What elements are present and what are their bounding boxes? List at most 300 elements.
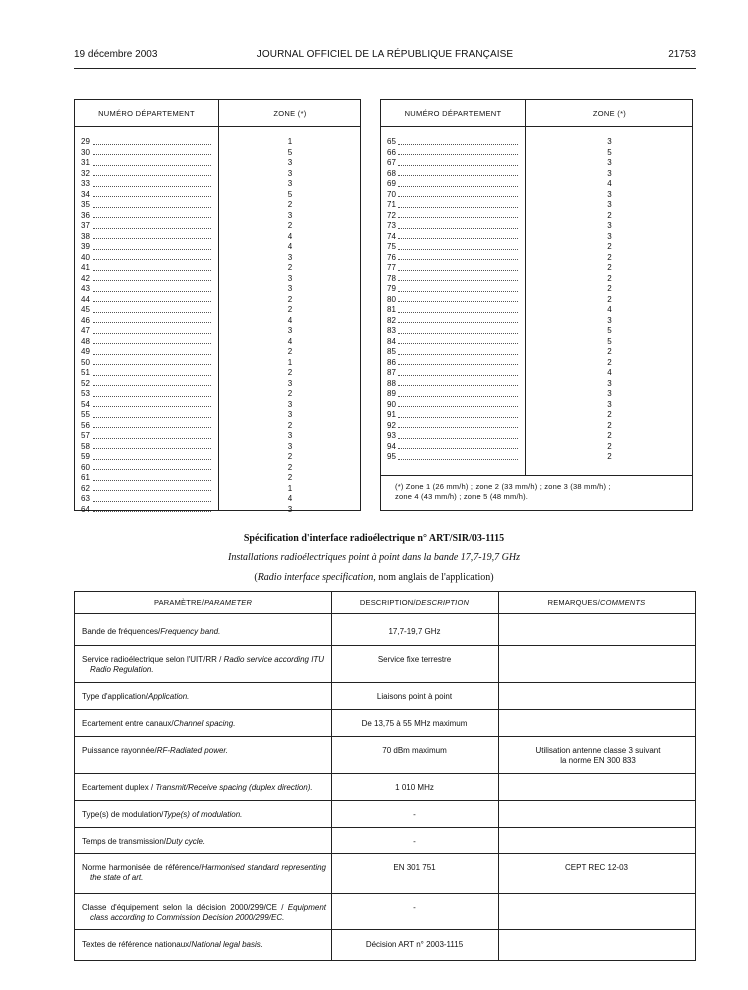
table-row [75, 274, 360, 285]
table-row [75, 801, 695, 828]
department-number: 64 [81, 504, 90, 514]
note-open: ( [254, 572, 258, 583]
zone-value: 5 [607, 326, 612, 335]
dot-leader [93, 480, 211, 481]
zone-value: 3 [287, 252, 293, 262]
zone-value: 3 [287, 431, 293, 440]
dot-leader [93, 186, 211, 187]
header-en: PARAMETER [204, 598, 253, 607]
table-row [75, 148, 360, 159]
table-row [381, 284, 692, 295]
parameter-fr: Service radioélectrique selon l'UIT/RR / [82, 655, 224, 664]
header-fr: PARAMÈTRE/ [153, 598, 205, 607]
dot-leader [398, 427, 518, 428]
department-number: 60 [81, 462, 90, 472]
zone-value: 3 [287, 410, 293, 419]
zone-value: 2 [607, 357, 612, 367]
parameter-fr: Bande de fréquences/ [82, 627, 161, 636]
header-en: COMMENTS [600, 598, 646, 607]
table-row [381, 442, 692, 453]
department-number: 49 [81, 347, 90, 356]
table-row [381, 368, 692, 379]
department-number: 56 [81, 420, 90, 430]
parameter-fr: Classe d'équipement selon la décision 2000/299/CE / [82, 903, 288, 912]
table-row [75, 484, 360, 495]
zone-value: 3 [607, 200, 612, 209]
dot-leader [93, 322, 211, 323]
dot-leader [93, 459, 211, 460]
zone-value: 3 [287, 179, 293, 188]
zone-value: 3 [607, 168, 612, 178]
table-row [381, 190, 692, 201]
parameter-en: Harmonised standard representing the state of art. [90, 863, 327, 882]
dot-leader [398, 238, 518, 239]
table-row [75, 211, 360, 222]
department-number: 63 [81, 494, 90, 503]
zone-value: 2 [607, 420, 612, 430]
parameter-fr: Ecartement duplex / [82, 783, 156, 792]
zone-value: 2 [287, 200, 293, 209]
zone-value: 2 [287, 263, 293, 272]
table-row [75, 737, 695, 774]
dot-leader [93, 448, 211, 449]
table-row [75, 646, 695, 683]
zone-value: 1 [287, 137, 293, 146]
zone-value: 2 [287, 462, 293, 472]
description-cell: Décision ART n° 2003-1115 [365, 940, 464, 949]
department-number: 93 [387, 431, 396, 440]
parameter-cell [82, 837, 326, 847]
zone-value: 3 [607, 189, 612, 199]
table-header [381, 100, 692, 127]
header-en: DESCRIPTION [415, 598, 470, 607]
zone-value: 2 [607, 431, 612, 440]
department-number: 70 [387, 189, 396, 199]
dot-leader [398, 154, 518, 155]
table-body [381, 137, 692, 463]
zone-value: 2 [287, 389, 293, 398]
description-cell: - [413, 903, 416, 912]
table-row [75, 400, 360, 411]
department-number: 65 [387, 137, 396, 146]
department-number: 75 [387, 242, 396, 251]
spec-english-name-note [0, 572, 748, 583]
zone-value: 2 [607, 347, 612, 356]
department-number: 62 [81, 483, 90, 493]
remarks-cell: Utilisation antenne classe 3 suivant la norme EN 300 833 [535, 746, 661, 765]
zone-value: 3 [607, 158, 612, 167]
department-number: 34 [81, 189, 90, 199]
dot-leader [398, 228, 518, 229]
page-number: 21753 [668, 49, 696, 60]
department-number: 86 [387, 357, 396, 367]
table-row [75, 305, 360, 316]
dot-leader [93, 385, 211, 386]
parameter-fr: Textes de référence nationaux/ [82, 940, 192, 949]
dot-leader [398, 312, 518, 313]
table-row [381, 169, 692, 180]
zone-value: 3 [607, 389, 612, 398]
parameter-cell [82, 746, 326, 756]
column-header-description [331, 592, 498, 614]
dot-leader [398, 333, 518, 334]
table-row [75, 137, 360, 148]
table-row [75, 169, 360, 180]
parameter-fr: Type d'application/ [82, 692, 149, 701]
table-row [75, 200, 360, 211]
zone-value: 3 [607, 399, 612, 409]
zone-value: 3 [287, 504, 293, 514]
table-row [381, 326, 692, 337]
zone-value: 1 [287, 357, 293, 367]
table-row [75, 930, 695, 961]
department-number: 50 [81, 357, 90, 367]
table-row [381, 431, 692, 442]
dot-leader [398, 385, 518, 386]
dot-leader [398, 291, 518, 292]
zone-value: 4 [287, 242, 293, 251]
table-row [381, 358, 692, 369]
table-row [381, 232, 692, 243]
dot-leader [398, 438, 518, 439]
parameter-fr: Temps de transmission/ [82, 837, 167, 846]
table-row [75, 368, 360, 379]
department-number: 33 [81, 179, 90, 188]
table-row [75, 263, 360, 274]
description-cell: Liaisons point à point [376, 692, 453, 701]
description-cell: 17,7-19,7 GHz [388, 627, 441, 636]
dot-leader [398, 364, 518, 365]
footnote-line: (*) Zone 1 (26 mm/h) ; zone 2 (33 mm/h) ; zone 3 (38 mm/h) ; [395, 482, 611, 491]
table-row [75, 494, 360, 505]
table-row [381, 274, 692, 285]
zone-value: 3 [287, 378, 293, 388]
department-number: 51 [81, 368, 90, 377]
department-number: 91 [387, 410, 396, 419]
department-number: 61 [81, 473, 90, 482]
zone-value: 2 [607, 452, 612, 461]
department-number: 58 [81, 441, 90, 451]
remarks-cell: CEPT REC 12-03 [565, 863, 628, 872]
dot-leader [93, 238, 211, 239]
dot-leader [398, 417, 518, 418]
dot-leader [398, 301, 518, 302]
table-row [381, 179, 692, 190]
department-number: 83 [387, 326, 396, 335]
parameter-cell [82, 719, 326, 729]
dot-leader [93, 249, 211, 250]
spec-title: Spécification d'interface radioélectrique n° ART/SIR/03-1115 [243, 533, 505, 544]
dot-leader [398, 186, 518, 187]
table-row [381, 452, 692, 463]
description-cell: - [413, 837, 416, 846]
department-number: 41 [81, 263, 90, 272]
dot-leader [93, 301, 211, 302]
zone-value: 2 [287, 221, 293, 230]
dot-leader [398, 217, 518, 218]
zone-value: 2 [607, 210, 612, 220]
column-header-department: NUMÉRO DÉPARTEMENT [404, 109, 502, 118]
footnote-line: zone 4 (43 mm/h) ; zone 5 (48 mm/h). [395, 492, 529, 501]
table-row [381, 410, 692, 421]
table-row [75, 190, 360, 201]
header-fr: DESCRIPTION/ [359, 598, 416, 607]
zone-value: 2 [287, 305, 293, 314]
department-number: 73 [387, 221, 396, 230]
zone-value: 1 [287, 483, 293, 493]
table-row [381, 421, 692, 432]
dot-leader [93, 280, 211, 281]
table-row [381, 379, 692, 390]
zone-value: 2 [287, 347, 293, 356]
table-row [75, 431, 360, 442]
zone-value: 3 [287, 168, 293, 178]
zone-value: 5 [287, 147, 293, 157]
table-row [75, 854, 695, 894]
parameter-fr: Type(s) de modulation/ [82, 810, 164, 819]
dot-leader [93, 417, 211, 418]
department-number: 35 [81, 200, 90, 209]
department-number: 76 [387, 252, 396, 262]
department-number: 87 [387, 368, 396, 377]
department-number: 66 [387, 147, 396, 157]
table-row [75, 326, 360, 337]
table-row [381, 242, 692, 253]
zone-value: 4 [287, 494, 293, 503]
department-number: 69 [387, 179, 396, 188]
table-row [75, 295, 360, 306]
table-row [381, 211, 692, 222]
zone-value: 3 [607, 231, 612, 241]
dot-leader [398, 354, 518, 355]
dot-leader [93, 354, 211, 355]
table-row [381, 400, 692, 411]
table-row [75, 221, 360, 232]
zone-value: 4 [287, 231, 293, 241]
note-italic: Radio interface specification, [257, 572, 376, 583]
table-row [75, 179, 360, 190]
table-row [75, 253, 360, 264]
dot-leader [398, 259, 518, 260]
department-number: 42 [81, 273, 90, 283]
parameter-cell [82, 783, 326, 793]
table-row [75, 337, 360, 348]
column-header-parameter [75, 592, 331, 614]
department-number: 29 [81, 137, 90, 146]
table-row [75, 421, 360, 432]
dot-leader [93, 228, 211, 229]
department-number: 92 [387, 420, 396, 430]
table-row [75, 316, 360, 327]
header-fr: REMARQUES/ [547, 598, 601, 607]
dot-leader [398, 280, 518, 281]
table-row [75, 284, 360, 295]
parameter-cell [82, 692, 326, 702]
zone-footnote [395, 482, 685, 502]
parameter-en: Duty cycle. [166, 837, 206, 846]
parameter-en: RF-Radiated power. [156, 746, 229, 755]
parameter-en: Transmit/Receive spacing (duplex direction). [155, 783, 313, 792]
table-row [75, 473, 360, 484]
table-row [381, 148, 692, 159]
department-number: 95 [387, 452, 396, 461]
table-row [381, 305, 692, 316]
department-number: 80 [387, 294, 396, 304]
zone-value: 4 [607, 368, 612, 377]
table-row [75, 614, 695, 646]
table-row [381, 158, 692, 169]
zone-value: 3 [607, 378, 612, 388]
department-number: 84 [387, 336, 396, 346]
table-row [381, 389, 692, 400]
parameter-en: Radio service according ITU Radio Regulation. [90, 655, 325, 674]
description-cell: - [413, 810, 416, 819]
department-number: 81 [387, 305, 396, 314]
column-header-zone: ZONE (*) [592, 109, 627, 118]
department-zone-table-right [380, 99, 693, 511]
parameter-cell [82, 940, 326, 950]
zone-value: 3 [607, 221, 612, 230]
zone-value: 4 [287, 336, 293, 346]
description-cell: 1 010 MHz [395, 783, 434, 792]
table-row [75, 232, 360, 243]
department-number: 52 [81, 378, 90, 388]
zone-value: 5 [607, 336, 612, 346]
table-row [75, 358, 360, 369]
department-number: 72 [387, 210, 396, 220]
department-number: 43 [81, 284, 90, 293]
spec-subtitle: Installations radioélectriques point à point dans la bande 17,7-19,7 GHz [228, 552, 520, 563]
zone-value: 2 [607, 410, 612, 419]
dot-leader [93, 511, 211, 512]
dot-leader [93, 427, 211, 428]
department-number: 40 [81, 252, 90, 262]
department-number: 38 [81, 231, 90, 241]
dot-leader [398, 165, 518, 166]
dot-leader [398, 459, 518, 460]
footnote-rule [381, 475, 692, 476]
zone-value: 5 [607, 147, 612, 157]
department-number: 67 [387, 158, 396, 167]
department-number: 37 [81, 221, 90, 230]
department-number: 53 [81, 389, 90, 398]
dot-leader [93, 333, 211, 334]
zone-value: 3 [287, 284, 293, 293]
dot-leader [93, 291, 211, 292]
zone-value: 3 [287, 441, 293, 451]
department-number: 32 [81, 168, 90, 178]
table-row [381, 137, 692, 148]
parameter-fr: Ecartement entre canaux/ [82, 719, 174, 728]
table-row [381, 295, 692, 306]
table-row [75, 894, 695, 930]
parameter-fr: Norme harmonisée de référence/ [82, 863, 202, 872]
zone-value: 3 [287, 210, 293, 220]
dot-leader [93, 375, 211, 376]
department-number: 74 [387, 231, 396, 241]
table-row [75, 242, 360, 253]
zone-value: 2 [287, 473, 293, 482]
zone-value: 3 [287, 326, 293, 335]
zone-value: 2 [607, 273, 612, 283]
department-number: 94 [387, 441, 396, 451]
dot-leader [398, 249, 518, 250]
table-row [381, 347, 692, 358]
dot-leader [93, 490, 211, 491]
table-row [75, 683, 695, 710]
table-row [75, 379, 360, 390]
department-number: 71 [387, 200, 396, 209]
dot-leader [93, 196, 211, 197]
parameter-cell [82, 655, 326, 675]
parameter-en: Frequency band. [160, 627, 221, 636]
department-number: 45 [81, 305, 90, 314]
zone-value: 2 [607, 294, 612, 304]
dot-leader [93, 207, 211, 208]
department-number: 68 [387, 168, 396, 178]
dot-leader [93, 312, 211, 313]
table-body [75, 137, 360, 515]
table-row [381, 316, 692, 327]
dot-leader [398, 343, 518, 344]
dot-leader [93, 406, 211, 407]
department-number: 57 [81, 431, 90, 440]
zone-value: 2 [607, 441, 612, 451]
column-header-zone: ZONE (*) [273, 109, 307, 118]
table-row [75, 828, 695, 854]
zone-value: 5 [287, 189, 293, 199]
table-row [381, 337, 692, 348]
department-number: 47 [81, 326, 90, 335]
table-row [381, 253, 692, 264]
dot-leader [398, 270, 518, 271]
table-row [75, 158, 360, 169]
department-number: 78 [387, 273, 396, 283]
zone-value: 2 [287, 294, 293, 304]
dot-leader [93, 259, 211, 260]
parameter-cell [82, 863, 326, 883]
zone-value: 2 [607, 284, 612, 293]
department-number: 77 [387, 263, 396, 272]
description-cell: De 13,75 à 55 MHz maximum [361, 719, 468, 728]
zone-value: 2 [607, 252, 612, 262]
department-number: 46 [81, 315, 90, 325]
dot-leader [93, 165, 211, 166]
dot-leader [93, 501, 211, 502]
zone-value: 2 [607, 263, 612, 272]
department-number: 30 [81, 147, 90, 157]
department-number: 90 [387, 399, 396, 409]
table-row [75, 442, 360, 453]
dot-leader [398, 396, 518, 397]
zone-value: 4 [607, 305, 612, 314]
parameter-cell [82, 627, 326, 637]
table-row [75, 452, 360, 463]
parameter-cell [82, 810, 326, 820]
department-number: 55 [81, 410, 90, 419]
dot-leader [93, 438, 211, 439]
table-row [75, 505, 360, 516]
parameter-cell [82, 903, 326, 923]
zone-value: 4 [607, 179, 612, 188]
journal-title: JOURNAL OFFICIEL DE LA RÉPUBLIQUE FRANÇAISE [256, 49, 514, 60]
parameter-en: National legal basis. [191, 940, 264, 949]
zone-value: 2 [607, 242, 612, 251]
dot-leader [398, 196, 518, 197]
zone-value: 2 [287, 368, 293, 377]
zone-value: 3 [607, 315, 612, 325]
table-row [381, 221, 692, 232]
